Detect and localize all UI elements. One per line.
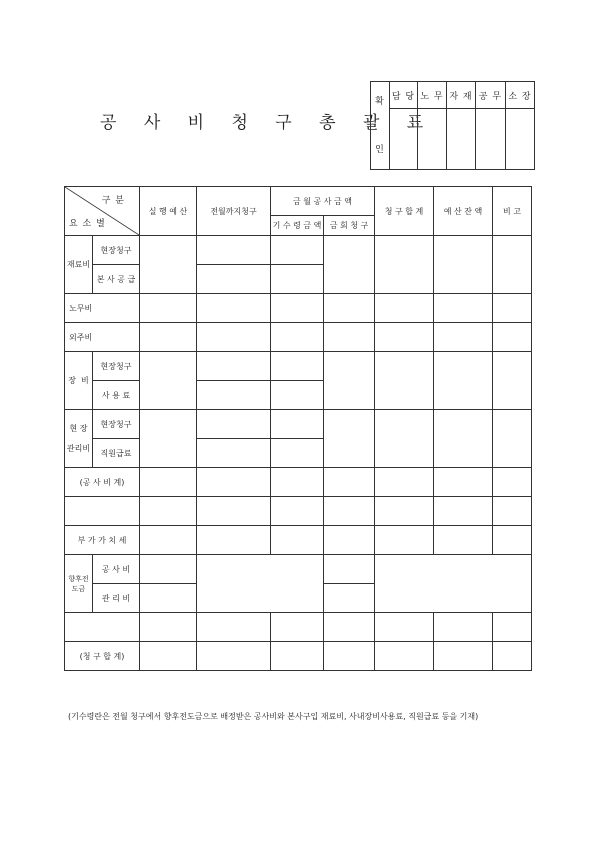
cell[interactable] <box>197 381 271 410</box>
approval-label-top: 확 <box>375 96 385 107</box>
cell[interactable] <box>271 642 324 671</box>
cell[interactable] <box>197 497 271 526</box>
cell[interactable] <box>140 613 197 642</box>
approval-sign-2[interactable] <box>418 109 447 170</box>
row-adv-management: 관 리 비 <box>93 584 140 613</box>
row-material: 재료비 <box>65 236 93 294</box>
approval-role-4: 공 무 <box>476 82 506 109</box>
cell[interactable] <box>197 410 271 439</box>
header-deducted: 기 수 령 금 액 <box>271 216 324 236</box>
corner-top-label: 구 분 <box>101 196 125 206</box>
cell[interactable] <box>434 468 493 497</box>
row-site-claim-2: 현장청구 <box>93 352 140 381</box>
cell[interactable] <box>140 294 197 323</box>
cell[interactable] <box>493 526 532 555</box>
row-labor: 노무비 <box>65 294 140 323</box>
row-site-management-top: 현 장 <box>69 424 88 433</box>
row-outsourcing: 외주비 <box>65 323 140 352</box>
cell[interactable] <box>271 323 324 352</box>
cell[interactable] <box>324 352 375 410</box>
approval-role-1: 담 당 <box>390 82 418 109</box>
approval-sign-5[interactable] <box>506 109 535 170</box>
row-blank[interactable] <box>65 613 140 642</box>
cell[interactable] <box>324 642 375 671</box>
claim-summary-table <box>64 186 532 671</box>
cell[interactable] <box>434 526 493 555</box>
cell[interactable] <box>375 323 434 352</box>
cell[interactable] <box>197 468 271 497</box>
cell[interactable] <box>434 352 493 410</box>
approval-label-bottom: 인 <box>375 144 385 155</box>
row-site-management-bottom: 관리비 <box>66 444 91 453</box>
row-advance-payment: 향후전도금 <box>65 555 93 613</box>
cell[interactable] <box>324 294 375 323</box>
corner-bottom-label: 요 소 별 <box>69 219 106 229</box>
cell[interactable] <box>271 381 324 410</box>
row-vat: 부 가 가 치 세 <box>65 526 140 555</box>
cell[interactable] <box>375 555 532 613</box>
approval-sign-1[interactable] <box>390 109 418 170</box>
cell[interactable] <box>324 526 375 555</box>
cell[interactable] <box>140 642 197 671</box>
header-current-amount: 금 월 공 사 금 액 <box>271 187 375 216</box>
corner-header <box>65 187 140 236</box>
row-hq-supply: 본 사 공 급 <box>93 265 140 294</box>
cell[interactable] <box>197 439 271 468</box>
cell[interactable] <box>271 439 324 468</box>
cell[interactable] <box>493 352 532 410</box>
cell[interactable] <box>324 497 375 526</box>
cell[interactable] <box>271 236 324 265</box>
row-usage-fee: 사 용 료 <box>93 381 140 410</box>
cell[interactable] <box>271 526 324 555</box>
cell[interactable] <box>140 352 197 410</box>
cell[interactable] <box>493 294 532 323</box>
row-adv-construction: 공 사 비 <box>93 555 140 584</box>
cell[interactable] <box>140 497 197 526</box>
cell[interactable] <box>324 410 375 468</box>
cell[interactable] <box>375 613 434 642</box>
cell[interactable] <box>493 497 532 526</box>
cell[interactable] <box>271 265 324 294</box>
row-equipment-top: 장 <box>68 376 76 385</box>
header-claim-total: 청 구 합 계 <box>375 187 434 236</box>
cell[interactable] <box>271 497 324 526</box>
cell[interactable] <box>324 584 375 613</box>
cell[interactable] <box>140 468 197 497</box>
header-this-claim: 금 회 청 구 <box>324 216 375 236</box>
cell[interactable] <box>140 323 197 352</box>
cell[interactable] <box>197 352 271 381</box>
row-construction-total: (공 사 비 계) <box>65 468 140 497</box>
cell[interactable] <box>434 642 493 671</box>
cell[interactable] <box>197 323 271 352</box>
cell[interactable] <box>434 236 493 294</box>
footnote: (기수령란은 전월 청구에서 향후전도금으로 배정받은 공사비와 본사구입 재료비, 사내장비사용료, 직원급료 등을 기재) <box>68 712 479 721</box>
cell[interactable] <box>434 410 493 468</box>
cell[interactable] <box>493 642 532 671</box>
cell[interactable] <box>197 642 271 671</box>
cell[interactable] <box>324 468 375 497</box>
cell[interactable] <box>375 497 434 526</box>
approval-box <box>370 81 535 170</box>
cell[interactable] <box>434 497 493 526</box>
approval-sign-4[interactable] <box>476 109 506 170</box>
cell[interactable] <box>324 236 375 294</box>
cell[interactable] <box>375 236 434 294</box>
row-site-claim-3: 현장청구 <box>93 410 140 439</box>
cell[interactable] <box>140 236 197 294</box>
cell[interactable] <box>140 410 197 468</box>
cell[interactable] <box>197 613 271 642</box>
cell[interactable] <box>197 555 324 613</box>
cell[interactable] <box>434 323 493 352</box>
cell[interactable] <box>493 236 532 294</box>
cell[interactable] <box>434 613 493 642</box>
approval-role-3: 자 재 <box>447 82 476 109</box>
cell[interactable] <box>271 613 324 642</box>
cell[interactable] <box>434 294 493 323</box>
approval-role-5: 소 장 <box>506 82 535 109</box>
cell[interactable] <box>271 352 324 381</box>
cell[interactable] <box>375 410 434 468</box>
approval-label <box>371 82 390 170</box>
row-site-management <box>65 410 93 468</box>
cell[interactable] <box>375 468 434 497</box>
page-title: 공 사 비 청 구 총 괄 표 <box>100 113 435 133</box>
row-equipment-bottom: 비 <box>81 376 89 385</box>
cell[interactable] <box>493 323 532 352</box>
approval-sign-3[interactable] <box>447 109 476 170</box>
cell[interactable] <box>140 555 197 584</box>
cell[interactable] <box>324 555 375 584</box>
header-remarks: 비 고 <box>493 187 532 236</box>
cell[interactable] <box>493 613 532 642</box>
cell[interactable] <box>197 526 271 555</box>
cell[interactable] <box>375 642 434 671</box>
row-site-claim-1: 현장청구 <box>93 236 140 265</box>
header-budget: 실 행 예 산 <box>140 187 197 236</box>
cell[interactable] <box>197 236 271 265</box>
header-budget-balance: 예 산 잔 액 <box>434 187 493 236</box>
cell[interactable] <box>324 323 375 352</box>
cell[interactable] <box>493 410 532 468</box>
cell[interactable] <box>140 526 197 555</box>
row-staff-salary: 직원급료 <box>93 439 140 468</box>
cell[interactable] <box>271 410 324 439</box>
cell[interactable] <box>375 352 434 410</box>
approval-role-2: 노 무 <box>418 82 447 109</box>
cell[interactable] <box>271 468 324 497</box>
cell[interactable] <box>324 613 375 642</box>
cell[interactable] <box>140 584 197 613</box>
row-equipment <box>65 352 93 410</box>
cell[interactable] <box>197 265 271 294</box>
cell[interactable] <box>197 294 271 323</box>
cell[interactable] <box>375 294 434 323</box>
row-grand-total: (청 구 합 계) <box>65 642 140 671</box>
header-prev-claim: 전월까지청구 <box>197 187 271 236</box>
cell[interactable] <box>375 526 434 555</box>
cell[interactable] <box>271 294 324 323</box>
row-blank[interactable] <box>65 497 140 526</box>
cell[interactable] <box>493 468 532 497</box>
